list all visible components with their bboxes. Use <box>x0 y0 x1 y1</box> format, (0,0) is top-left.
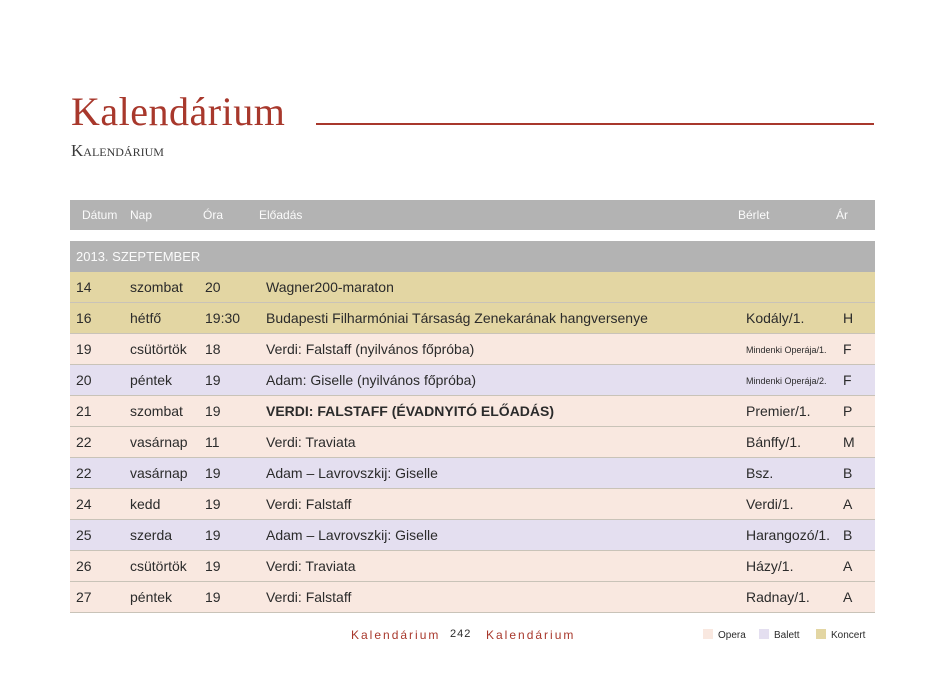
row-date: 26 <box>76 558 92 574</box>
row-time: 19 <box>205 496 221 512</box>
row-time: 19 <box>205 589 221 605</box>
row-day: vasárnap <box>130 434 188 450</box>
row-day: szombat <box>130 279 183 295</box>
header-date: Dátum <box>82 208 118 222</box>
table-row <box>70 427 875 458</box>
row-show: Adam – Lavrovszkij: Giselle <box>266 465 438 481</box>
row-ar: F <box>843 341 852 357</box>
table-header <box>70 200 875 230</box>
row-day: szombat <box>130 403 183 419</box>
row-day: kedd <box>130 496 161 512</box>
footer-right-label: Kalendárium <box>486 628 576 642</box>
row-show: Wagner200-maraton <box>266 279 394 295</box>
row-ar: B <box>843 465 853 481</box>
row-date: 24 <box>76 496 92 512</box>
row-berlet: Verdi/1. <box>746 496 794 512</box>
row-show: Verdi: Falstaff (nyilvános főpróba) <box>266 341 475 357</box>
row-day: péntek <box>130 589 173 605</box>
row-ar: M <box>843 434 855 450</box>
row-show: Verdi: Traviata <box>266 434 356 450</box>
header-ar: Ár <box>836 208 848 222</box>
row-berlet: Mindenki Operája/2. <box>746 376 827 386</box>
table-row <box>70 303 875 334</box>
table-row <box>70 520 875 551</box>
row-time: 11 <box>205 434 220 450</box>
table-row <box>70 272 875 303</box>
table-row <box>70 365 875 396</box>
schedule-table <box>70 272 875 613</box>
row-berlet: Mindenki Operája/1. <box>746 345 827 355</box>
row-time: 19 <box>205 558 221 574</box>
footer-left-label: Kalendárium <box>351 628 441 642</box>
row-day: hétfő <box>130 310 162 326</box>
row-time: 20 <box>205 279 221 295</box>
title-rule <box>316 123 874 125</box>
row-berlet: Harangozó/1. <box>746 527 831 543</box>
row-date: 16 <box>76 310 92 326</box>
month-label: 2013. SZEPTEMBER <box>76 249 201 264</box>
month-header <box>70 241 875 272</box>
table-row <box>70 334 875 365</box>
row-berlet: Bsz. <box>746 465 774 481</box>
legend-koncert-swatch <box>816 629 826 639</box>
row-day: vasárnap <box>130 465 188 481</box>
row-day: péntek <box>130 372 173 388</box>
row-date: 14 <box>76 279 92 295</box>
row-time: 19 <box>205 465 221 481</box>
row-berlet: Bánffy/1. <box>746 434 802 450</box>
row-time: 19 <box>205 372 221 388</box>
row-time: 19 <box>205 403 221 419</box>
row-date: 22 <box>76 465 92 481</box>
row-berlet: Radnay/1. <box>746 589 810 605</box>
row-date: 19 <box>76 341 92 357</box>
row-ar: A <box>843 558 853 574</box>
table-row <box>70 396 875 427</box>
page-title: Kalendárium <box>71 89 286 134</box>
table-row <box>70 551 875 582</box>
page-subtitle: Kalendárium <box>71 141 164 160</box>
row-show: Adam: Giselle (nyilvános főpróba) <box>266 372 477 388</box>
row-time: 18 <box>205 341 221 357</box>
header-time: Óra <box>203 208 224 222</box>
table-row <box>70 458 875 489</box>
row-show: Verdi: Falstaff <box>266 496 352 512</box>
row-date: 20 <box>76 372 92 388</box>
row-ar: A <box>843 496 853 512</box>
legend-balett-label: Balett <box>774 630 800 641</box>
header-berlet: Bérlet <box>738 208 770 222</box>
table-row <box>70 582 875 613</box>
row-day: csütörtök <box>130 341 187 357</box>
row-ar: B <box>843 527 853 543</box>
row-time: 19:30 <box>205 310 241 326</box>
row-date: 21 <box>76 403 92 419</box>
row-day: szerda <box>130 527 173 543</box>
legend-opera-swatch <box>703 629 713 639</box>
row-day: csütörtök <box>130 558 187 574</box>
row-ar: H <box>843 310 854 326</box>
row-date: 25 <box>76 527 92 543</box>
row-date: 22 <box>76 434 92 450</box>
header-day: Nap <box>130 208 153 222</box>
row-show: VERDI: FALSTAFF (ÉVADNYITÓ ELŐADÁS) <box>266 403 555 419</box>
row-ar: F <box>843 372 852 388</box>
legend-koncert-label: Koncert <box>831 630 866 641</box>
row-date: 27 <box>76 589 92 605</box>
row-ar: P <box>843 403 853 419</box>
row-berlet: Kodály/1. <box>746 310 805 326</box>
legend-opera-label: Opera <box>718 630 746 641</box>
row-time: 19 <box>205 527 221 543</box>
row-show: Budapesti Filharmóniai Társaság Zenekarának hangversenye <box>266 310 648 326</box>
row-show: Adam – Lavrovszkij: Giselle <box>266 527 438 543</box>
row-show: Verdi: Traviata <box>266 558 356 574</box>
row-berlet: Házy/1. <box>746 558 794 574</box>
page-number: 242 <box>450 628 472 640</box>
legend-balett-swatch <box>759 629 769 639</box>
header-show: Előadás <box>259 208 303 222</box>
row-show: Verdi: Falstaff <box>266 589 352 605</box>
row-berlet: Premier/1. <box>746 403 811 419</box>
table-row <box>70 489 875 520</box>
row-ar: A <box>843 589 853 605</box>
